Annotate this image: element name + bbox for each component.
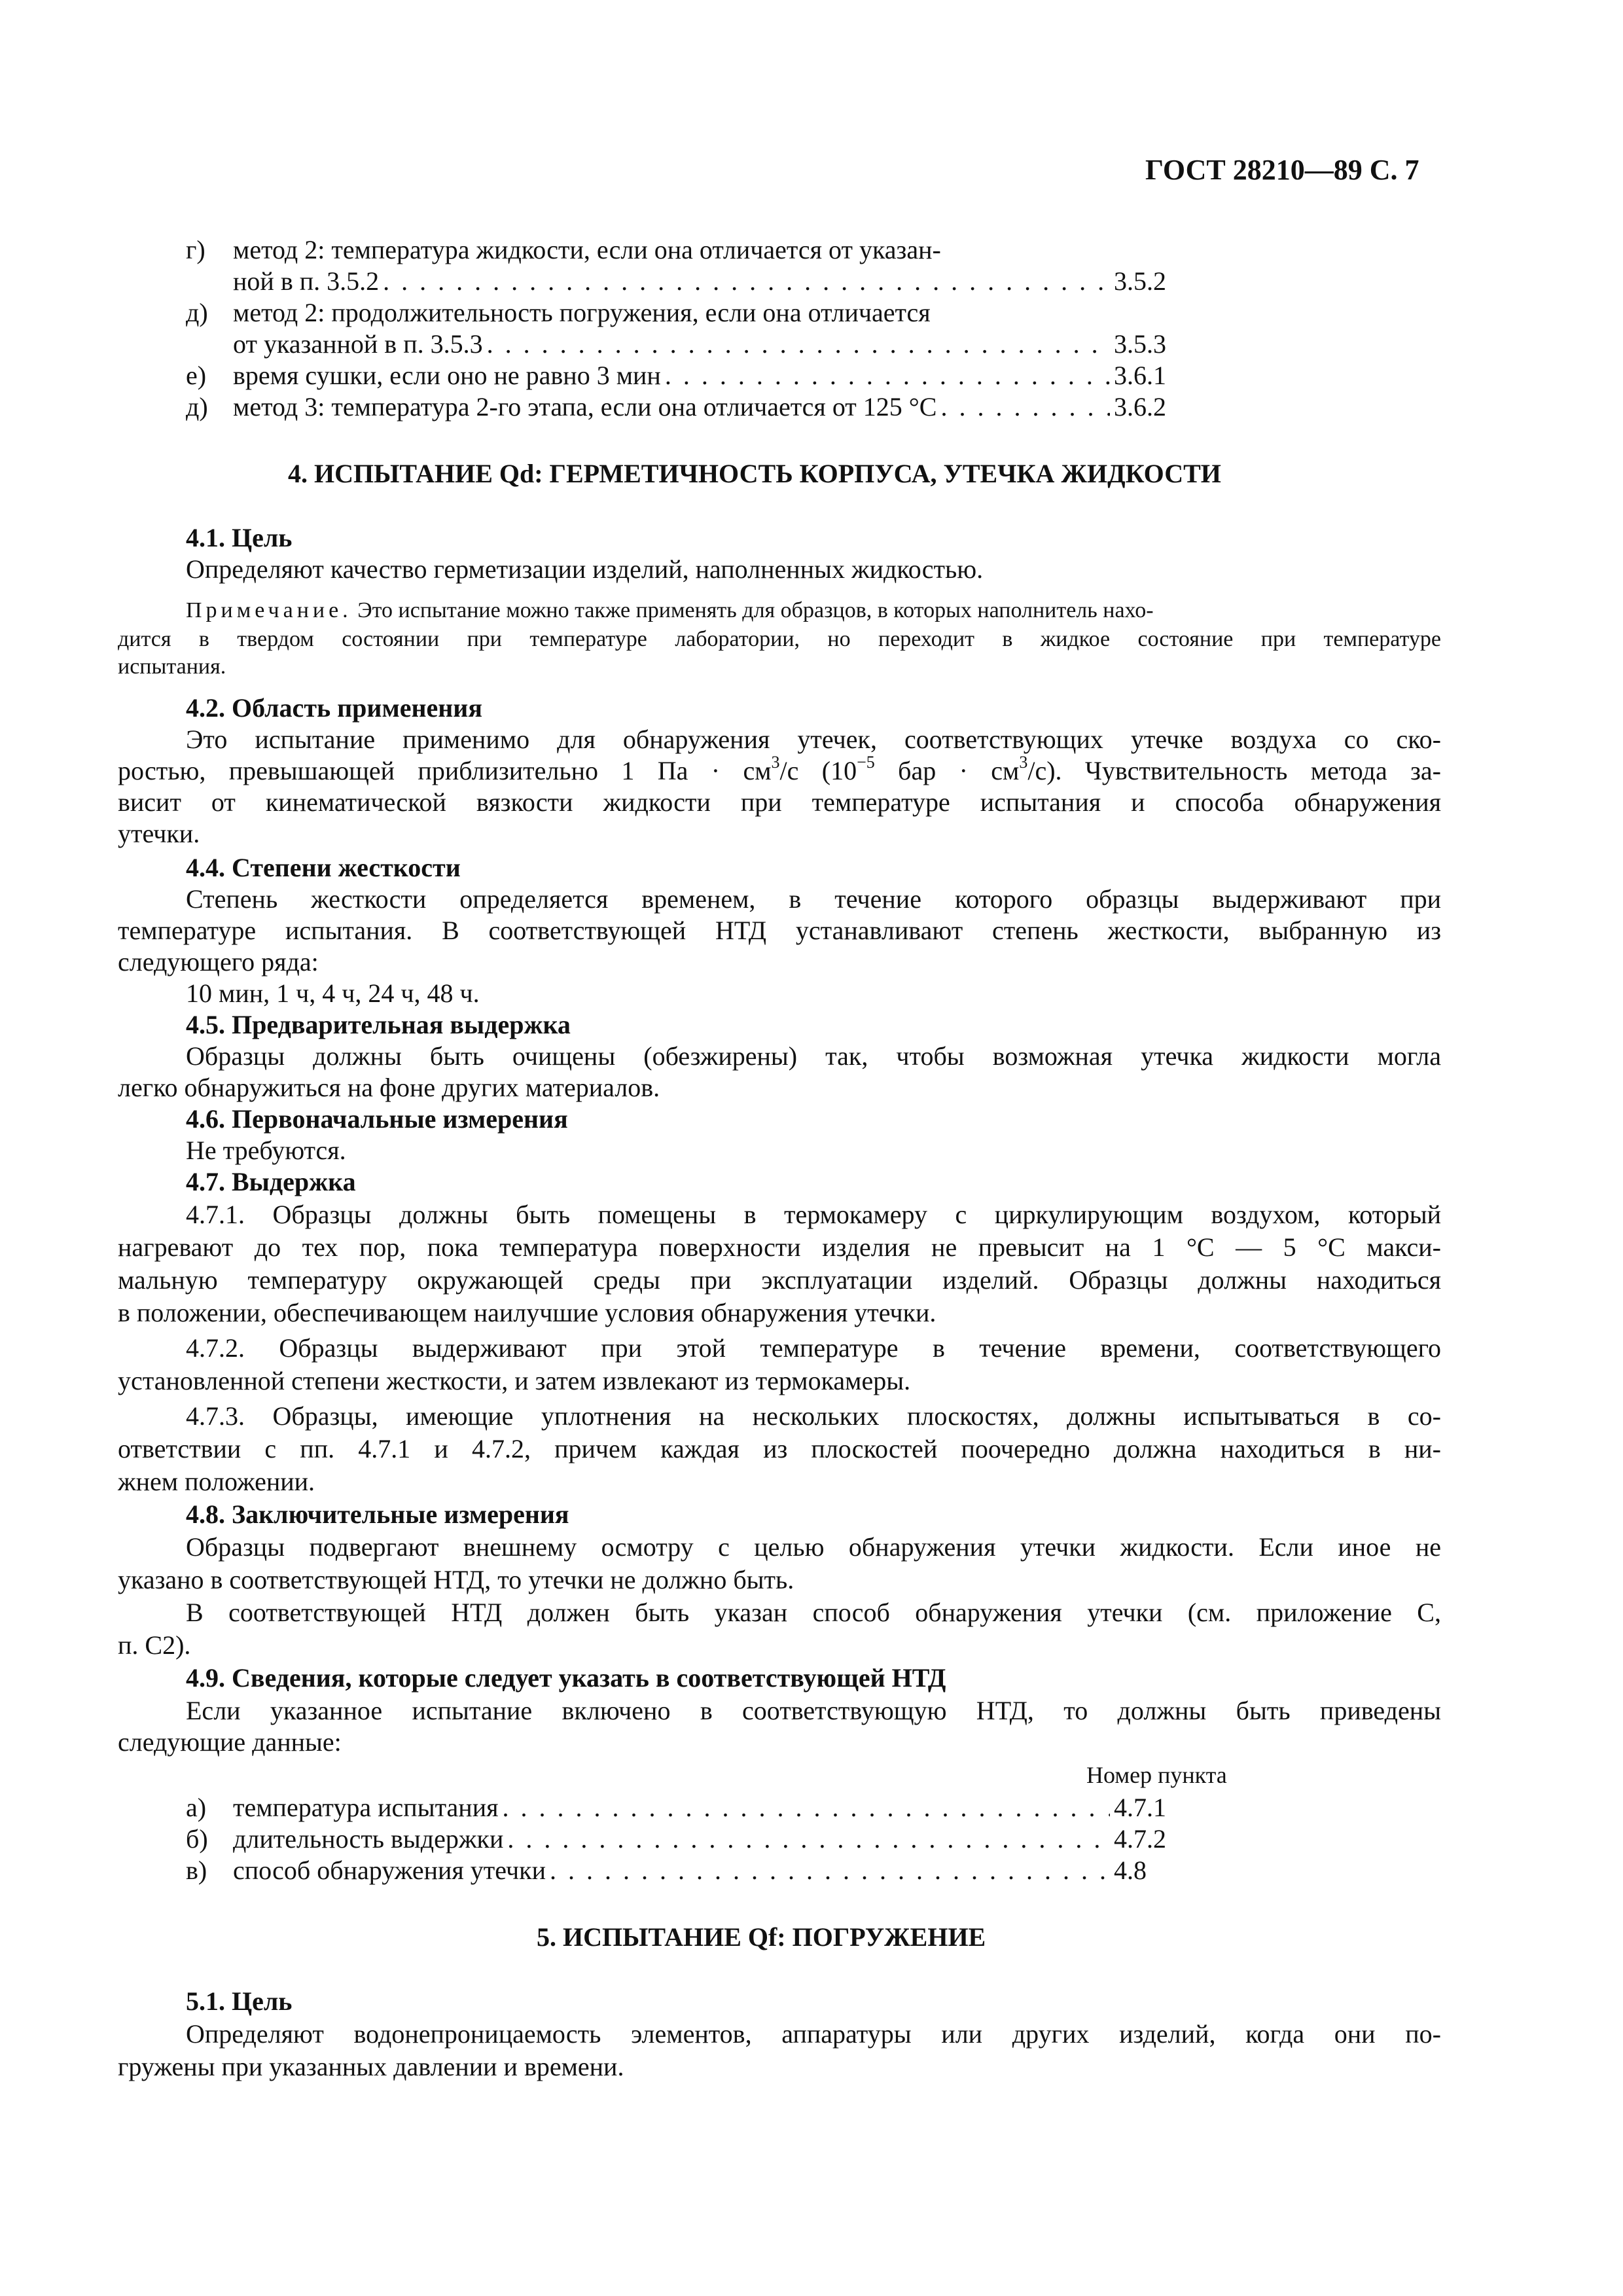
paragraph-line: нагревают до тех пор, пока температура поверхности изделия не превысит на 1 °С — 5 °С макси-: [118, 1232, 1441, 1262]
subsection-heading: 4.5. Предварительная выдержка: [186, 1010, 571, 1039]
list-marker: е): [186, 361, 207, 390]
paragraph-line: мальную температуру окружающей среды при эксплуатации изделий. Образцы должны находиться: [118, 1265, 1441, 1295]
list-marker: д): [186, 298, 208, 327]
list-item: длительность выдержки . . 4.7.2: [233, 1823, 1186, 1855]
list-text: метод 2: продолжительность погружения, если она отличается: [233, 298, 931, 327]
paragraph-line: Определяют водонепроницаемость элементов, аппаратуры или других изделий, когда они по-: [186, 2019, 1441, 2049]
list-text: метод 2: температура жидкости, если она отличается от указан-: [233, 235, 941, 264]
subsection-heading: 4.8. Заключительные измерения: [186, 1499, 569, 1529]
paragraph-line: утечки.: [118, 819, 200, 848]
page-header: ГОСТ 28210—89 С. 7: [1145, 154, 1419, 186]
paragraph-line: температуре испытания. В соответствующей НТД устанавливают степень жесткости, выбранную из: [118, 916, 1441, 945]
note-label: Примечание.: [186, 598, 352, 622]
subsection-heading: 4.7. Выдержка: [186, 1167, 356, 1196]
subsection-heading: 4.9. Сведения, которые следует указать в соответствующей НТД: [186, 1663, 946, 1693]
paragraph-line: гружены при указанных давлении и времени.: [118, 2052, 624, 2081]
paragraph-line: 4.7.1. Образцы должны быть помещены в термокамеру с циркулирующим воздухом, который: [186, 1200, 1441, 1229]
note-line: испытания.: [118, 655, 226, 679]
subsection-heading: 5.1. Цель: [186, 1986, 293, 2016]
paragraph-line: следующего ряда:: [118, 947, 319, 977]
paragraph-line: Определяют качество герметизации изделий, наполненных жидкостью.: [186, 554, 984, 584]
list-item: способ обнаружения утечки . . 4.8: [233, 1855, 1186, 1886]
list-marker: а): [186, 1793, 207, 1822]
paragraph-line: Степень жесткости определяется временем, в течение которого образцы выдерживают при: [186, 884, 1441, 914]
paragraph-line: 4.7.3. Образцы, имеющие уплотнения на нескольких плоскостях, должны испытываться в со-: [186, 1401, 1441, 1431]
note-line: дится в твердом состоянии при температуре лаборатории, но переходит в жидкое состояние при температуре: [118, 627, 1441, 651]
list-item: от указанной в п. 3.5.3 . . 3.5.3: [233, 329, 1186, 360]
section-title: 4. ИСПЫТАНИЕ Qd: ГЕРМЕТИЧНОСТЬ КОРПУСА, УТЕЧКА ЖИДКОСТИ: [288, 459, 1221, 488]
list-item: температура испытания . . 4.7.1: [233, 1792, 1186, 1823]
section-title: 5. ИСПЫТАНИЕ Qf: ПОГРУЖЕНИЕ: [537, 1922, 986, 1952]
paragraph-line: В соответствующей НТД должен быть указан способ обнаружения утечки (см. приложение С,: [186, 1598, 1441, 1627]
list-marker: б): [186, 1824, 208, 1854]
subsection-heading: 4.2. Область применения: [186, 693, 482, 723]
paragraph-line: легко обнаружиться на фоне других материалов.: [118, 1073, 660, 1102]
paragraph-line: Это испытание применимо для обнаружения утечек, соответствующих утечке воздуха со ско-: [186, 725, 1441, 754]
paragraph-line: следующие данные:: [118, 1727, 342, 1757]
subsection-heading: 4.6. Первоначальные измерения: [186, 1104, 568, 1134]
paragraph-line: жнем положении.: [118, 1467, 315, 1496]
paragraph-line: ответствии с пп. 4.7.1 и 4.7.2, причем каждая из плоскостей поочередно должна находиться в ни-: [118, 1434, 1441, 1463]
paragraph-line: указано в соответствующей НТД, то утечки не должно быть.: [118, 1565, 794, 1594]
paragraph-line: п. С2).: [118, 1630, 191, 1660]
paragraph-line: 10 мин, 1 ч, 4 ч, 24 ч, 48 ч.: [186, 978, 480, 1008]
list-marker: д): [186, 392, 208, 422]
list-item: метод 3: температура 2-го этапа, если она отличается от 125 °С . . 3.6.2: [233, 391, 1186, 423]
paragraph-line: Если указанное испытание включено в соответствующую НТД, то должны быть приведены: [186, 1696, 1441, 1725]
paragraph-line: Образцы подвергают внешнему осмотру с целью обнаружения утечки жидкости. Если иное не: [186, 1532, 1441, 1562]
list-item: ной в п. 3.5.2 . . 3.5.2: [233, 266, 1186, 297]
list-marker: г): [186, 235, 205, 264]
paragraph-line: Образцы должны быть очищены (обезжирены) так, чтобы возможная утечка жидкости могла: [186, 1041, 1441, 1071]
list-marker: в): [186, 1856, 207, 1885]
paragraph-line: 4.7.2. Образцы выдерживают при этой температуре в течение времени, соответствующего: [186, 1333, 1441, 1363]
paragraph-line: ростью, превышающей приблизительно 1 Па · $см^3/с$ ($10^{-5}$ бар · $см^3/с$). Чувствительность метода за-: [118, 752, 1441, 785]
paragraph-line: висит от кинематической вязкости жидкости при температуре испытания и способа обнаружения: [118, 787, 1441, 817]
paragraph-line: установленной степени жесткости, и затем извлекают из термокамеры.: [118, 1366, 911, 1395]
paragraph-line: Не требуются.: [186, 1136, 346, 1165]
subsection-heading: 4.1. Цель: [186, 523, 293, 552]
column-header: Номер пункта: [1086, 1762, 1227, 1788]
subsection-heading: 4.4. Степени жесткости: [186, 853, 461, 882]
list-item: время сушки, если оно не равно 3 мин . . 3.6.1: [233, 360, 1186, 391]
paragraph-line: в положении, обеспечивающем наилучшие условия обнаружения утечки.: [118, 1298, 936, 1327]
note-line: Примечание. Это испытание можно также применять для образцов, в которых наполнитель нахо-: [186, 598, 1154, 622]
